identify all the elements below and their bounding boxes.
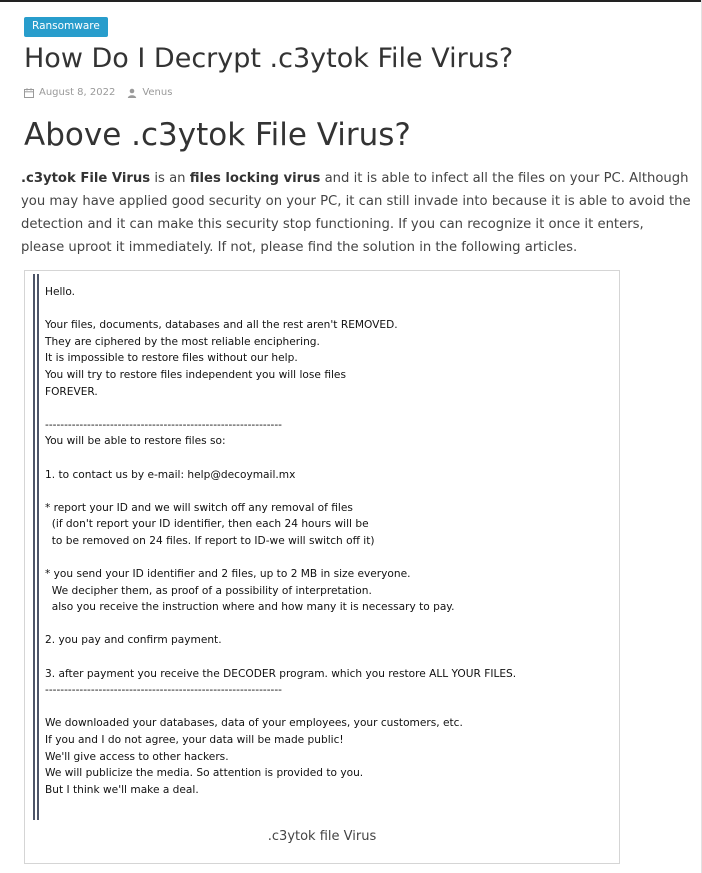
post-meta bbox=[24, 86, 688, 99]
category-badge[interactable]: Ransomware bbox=[24, 17, 108, 37]
intro-text-2: and it is able to infect all the files on your PC. Although you may have applied good security on your PC, it can still invade into because it is able to avoid the detection and it can make this security stop functioning. If you can recognize it once it enters, please uproot it immediately. If not, please find the solution in the following articles. bbox=[21, 171, 691, 255]
intro-bold-virus: .c3ytok File Virus bbox=[21, 171, 151, 186]
ransom-note-figure bbox=[24, 270, 620, 864]
figure-caption: .c3ytok file Virus bbox=[267, 829, 377, 844]
post-title[interactable]: How Do I Decrypt .c3ytok File Virus? bbox=[24, 43, 514, 74]
calendar-icon bbox=[24, 88, 34, 98]
post-date[interactable]: August 8, 2022 bbox=[39, 87, 116, 98]
intro-paragraph bbox=[21, 167, 691, 259]
article bbox=[21, 14, 691, 844]
section-heading: Above .c3ytok File Virus? bbox=[24, 117, 411, 153]
top-border bbox=[0, 0, 702, 2]
intro-bold-type: files locking virus bbox=[189, 171, 321, 186]
intro-text-1: is an bbox=[150, 171, 190, 186]
user-icon bbox=[127, 88, 137, 98]
post-author[interactable]: Venus bbox=[142, 87, 173, 98]
ransom-note-image: Hello. Your files, documents, databases and all the rest aren't REMOVED. They are ciphered by the most reliable enciphering. It is impossible to restore files without our help. You will try to restore files independent you will lose files FOREVER. -------------------------------------------------------------- You will be able to restore files so: 1. to contact us by e-mail: help@decoymail.mx * report your ID and we will switch off any removal of files (if don't report your ID identifier, then each 24 hours will be to be removed on 24 files. If report to ID-we will switch off it) * you send your ID identifier and 2 files, up to 2 MB in size everyone. We decipher them, as proof of a possibility of interpretation. also you receive the instruction where and how many it is necessary to pay. 2. you pay and confirm payment. 3. after payment you receive the DECODER program. which you restore ALL YOUR FILES. -------------------------------------------------------------- We downloaded your databases, data of your employees, your customers, etc. If you and I do not agree, your data will be made public! We'll give access to other hackers. We will publicize the media. So attention is provided to you. But I think we'll make a deal. bbox=[33, 274, 619, 820]
